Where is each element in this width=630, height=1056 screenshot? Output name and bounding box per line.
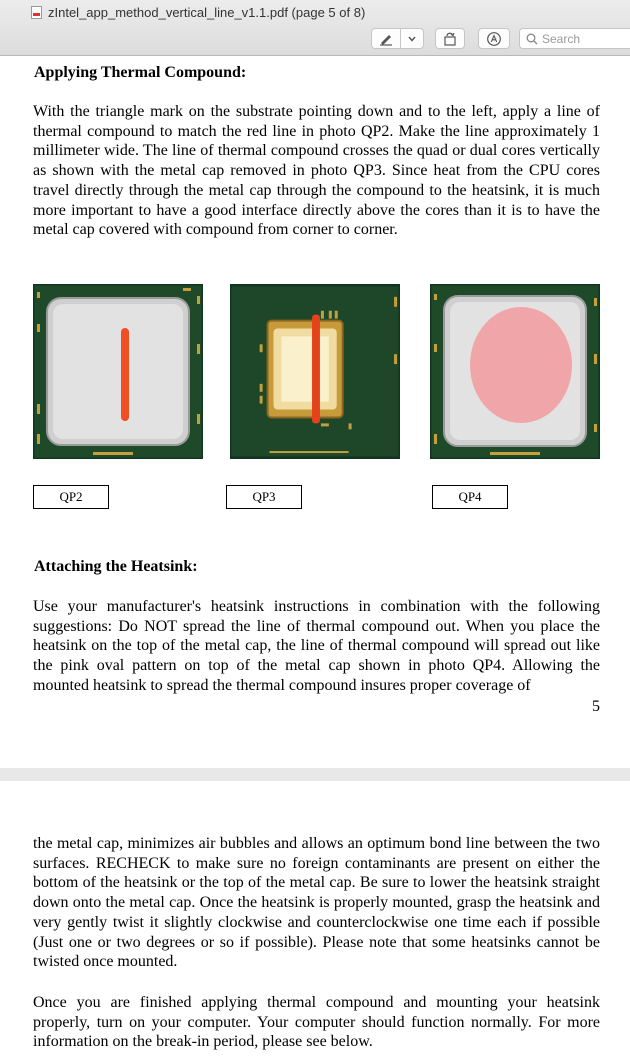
window-title-row <box>31 5 365 20</box>
markup-pen-icon <box>378 32 394 46</box>
section-title-applying-compound: Applying Thermal Compound: <box>34 64 247 81</box>
chevron-down-icon <box>407 35 417 43</box>
page-number: 5 <box>592 698 600 715</box>
page6-paragraph-1: the metal cap, minimizes air bubbles and allows an optimum bond line between the two surfaces. RECHECK to make sure no foreign contaminants are present on either the bottom of the heatsink or the top of the metal cap. Be sure to lower the heatsink straight down onto the metal cap. Once the heatsink is properly mounted, grasp the heatsink and very gently twist it slightly clockwise and counterclockwise one time each if possible (Just one or two degrees or so if possible). Please note that some heatsinks cannot be twisted once mounted. <box>33 835 600 971</box>
search-field[interactable] <box>519 28 630 49</box>
pdf-file-icon <box>31 6 42 19</box>
window-title: zIntel_app_method_vertical_line_v1.1.pdf (page 5 of 8) <box>48 5 366 20</box>
annotate-button[interactable] <box>478 28 510 49</box>
search-input[interactable] <box>542 32 612 46</box>
photo-qp3 <box>230 284 400 459</box>
caption-qp3: QP3 <box>226 485 302 509</box>
section-title-attaching-heatsink: Attaching the Heatsink: <box>34 558 198 575</box>
rotate-button[interactable] <box>435 28 465 49</box>
thermal-compound-oval <box>470 307 572 423</box>
page-separator <box>0 768 630 781</box>
caption-qp4: QP4 <box>432 485 508 509</box>
photo-qp2 <box>33 284 203 459</box>
photo-qp4 <box>430 284 600 459</box>
rotate-icon <box>442 31 458 46</box>
markup-button[interactable] <box>371 28 401 49</box>
page6-paragraph-2: Once you are finished applying thermal compound and mounting your heatsink properly, turn on your computer. Your computer should function normally. For more information on the break-in period, please see below. <box>33 994 600 1051</box>
thermal-compound-line <box>312 315 320 424</box>
caption-qp2: QP2 <box>33 485 109 509</box>
window-toolbar <box>0 0 630 56</box>
thermal-compound-line <box>121 328 129 421</box>
section-body-attaching-heatsink: Use your manufacturer's heatsink instructions in combination with the following suggestions: Do NOT spread the line of thermal compound out. When you place the heatsink on the top of the metal cap, the line of thermal compound will spread out like the pink oval pattern on top of the metal cap shown in photo QP4. Allowing the mounted heatsink to spread the thermal compound insures proper coverage of <box>33 598 600 694</box>
annotate-circle-a-icon <box>486 31 502 47</box>
markup-menu-button[interactable] <box>400 28 424 49</box>
section-body-applying-compound: With the triangle mark on the substrate pointing down and to the left, apply a line of thermal compound to match the red line in photo QP2. Make the line approximately 1 millimeter wide. The line of thermal compound crosses the quad or dual cores vertically as shown with the metal cap removed in photo QP3. Since heat from the CPU cores travel directly through the metal cap through the compound to the heatsink, it is much more important to have a good interface directly above the cores than it is to have the metal cap covered with compound from corner to corner. <box>33 103 600 239</box>
search-icon <box>526 33 538 45</box>
